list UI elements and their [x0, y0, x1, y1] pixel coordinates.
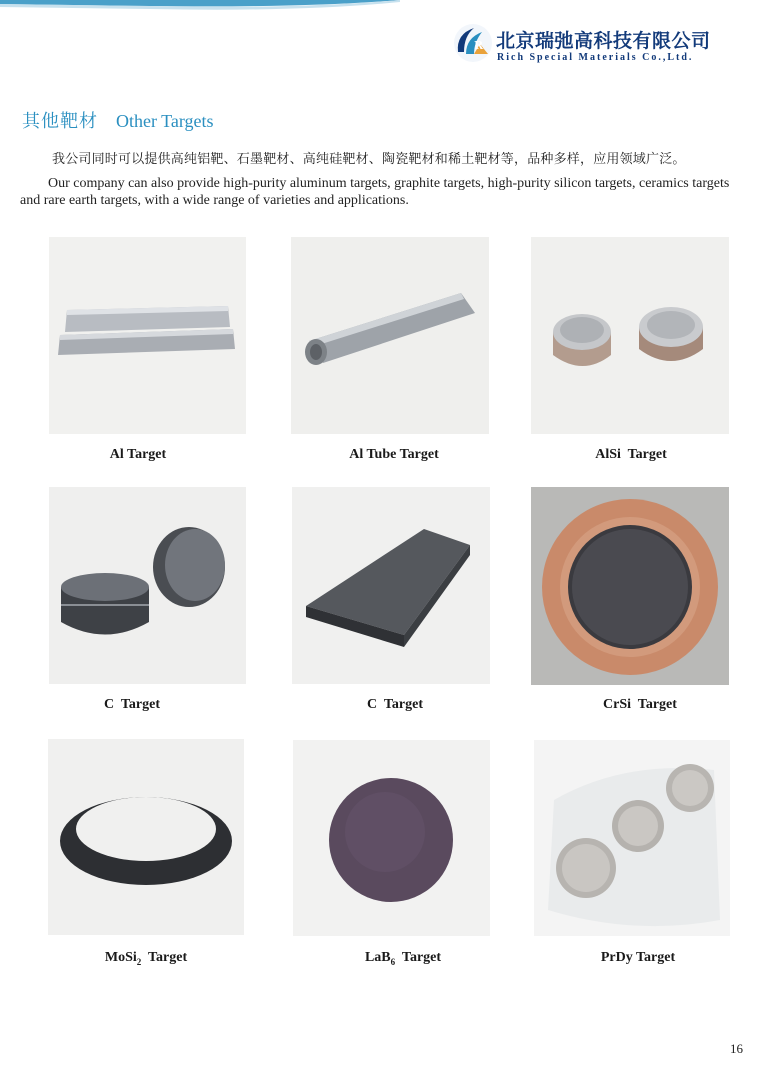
intro-paragraph-cn: 我公司同时可以提供高纯铝靶、石墨靶材、高纯硅靶材、陶瓷靶材和稀土靶材等，品种多样，应用领域广泛。: [52, 152, 686, 167]
caption-c-target-1: C Target: [104, 697, 160, 712]
company-name-en: Rich Special Materials Co.,Ltd.: [497, 52, 694, 63]
caption-mosi2-target: MoSi$_2$ Target: [104, 950, 188, 967]
carbon-discs-photo: [49, 487, 246, 684]
aluminum-tube-photo: [291, 237, 489, 434]
lab6-disc-photo: [293, 740, 490, 936]
carbon-plate-photo: [292, 487, 490, 684]
intro-paragraph-en: Our company can also provide high-purity aluminum targets, graphite targets, high-purity silicon targets, ceramics targets and rare earth targets, with a wide range of varieties and applications.: [20, 176, 730, 208]
crsi-bonded-disc-photo: [531, 487, 729, 685]
section-title-en: Other Targets: [116, 111, 214, 131]
caption-crsi-target: CrSi Target: [603, 697, 677, 712]
alsi-discs-photo: [531, 237, 729, 434]
rs-logo-icon: [452, 22, 494, 64]
svg-text:R: R: [474, 39, 484, 52]
mosi2-ring-photo: [48, 739, 244, 935]
caption-c-target-2: C Target: [367, 697, 423, 712]
section-title-cn: 其他靶材: [22, 111, 98, 132]
caption-prdy-target: PrDy Target: [600, 950, 676, 965]
caption-al-target: Al Target: [109, 447, 167, 462]
caption-al-tube-target: Al Tube Target: [349, 447, 439, 462]
prdy-packaged-discs-photo: [534, 740, 730, 936]
aluminum-plates-photo: [49, 237, 246, 434]
page-number: 16: [730, 1041, 743, 1056]
company-name-cn: 北京瑞弛高科技有限公司: [496, 30, 711, 52]
section-title: [22, 107, 214, 133]
caption-alsi-target: AlSi Target: [595, 447, 667, 462]
caption-lab6-target: LaB$_6$ Target: [364, 950, 442, 967]
